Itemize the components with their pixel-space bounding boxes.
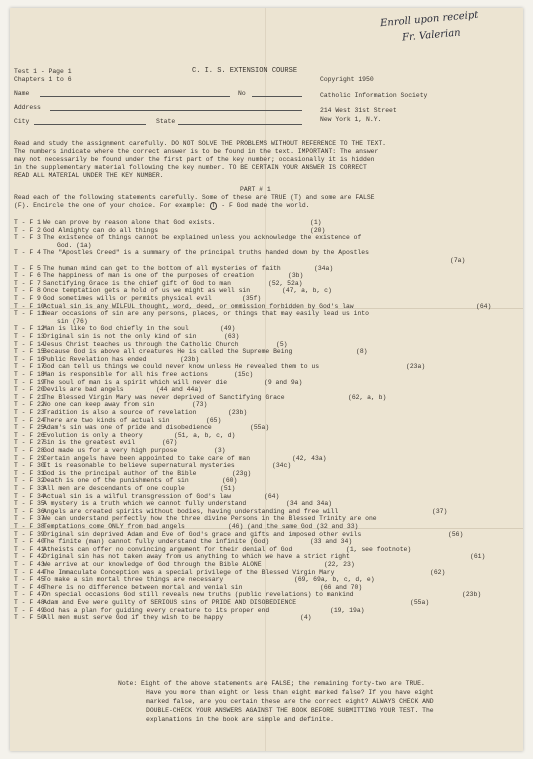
reference-number: (62) — [430, 568, 446, 576]
reference-number: (56) — [448, 530, 464, 538]
question-text: It is reasonable to believe supernatural mysteries — [43, 462, 235, 470]
question-continuation: (7a) — [450, 257, 466, 264]
question-text: The Immaculate Conception was a special privilege of the Blessed Virgin Mary — [43, 568, 335, 576]
question-continuation: sin (76) — [57, 317, 88, 325]
reference-number: (19, 19a) — [330, 606, 365, 614]
true-false-choice[interactable]: T - F 27 — [14, 439, 45, 447]
reference-number: (5) — [276, 340, 288, 348]
reference-number: (44 and 44a) — [156, 386, 203, 394]
reference-number: (63) — [224, 333, 240, 340]
question-text: The Blessed Virgin Mary was never deprived of Sanctifying Grace — [43, 393, 285, 401]
question-text: A mystery is a truth which we cannot fully understand — [43, 500, 247, 508]
note-line: Have you more than eight or less than eight marked false? If you have eight — [146, 689, 434, 696]
reference-number: (62, a, b) — [348, 393, 387, 401]
reference-number: (69, 69a, b, c, d, e) — [294, 576, 375, 584]
question-text: All men must serve God if they wish to be happy — [43, 614, 224, 622]
true-false-choice[interactable]: T - F 8 — [14, 287, 41, 295]
reference-number: (64) — [476, 302, 492, 310]
question-text: Angels are created spirits without bodies, having understanding and free will — [43, 507, 339, 515]
state-label: State — [156, 118, 176, 125]
question-text: On special occasions God still reveals new truths (public revelations) to mankind — [43, 591, 354, 599]
reference-number: (55a) — [250, 424, 270, 432]
question-text: We arrive at our knowledge of God through the Bible ALONE — [43, 561, 262, 568]
question-text: Man is like to God chiefly in the soul — [43, 325, 189, 333]
question-row[interactable] — [10, 386, 523, 394]
instruction-line: may not necessarily be found under the first part of the key number; occasionally it is hidden — [14, 156, 375, 163]
reference-number: (64) — [264, 492, 280, 500]
copyright: Copyright 1950 — [320, 76, 374, 83]
question-row[interactable] — [10, 614, 523, 622]
question-text: Original sin is not the only kind of sin — [43, 333, 197, 340]
question-text: The human mind can get to the bottom of all mysteries of faith — [43, 264, 281, 272]
test-page-label: Test 1 - Page 1 — [14, 68, 72, 75]
question-row[interactable] — [10, 295, 523, 303]
reference-number: (61) — [470, 553, 486, 561]
true-false-choice[interactable]: T - F 20 — [14, 386, 45, 394]
question-row[interactable] — [10, 227, 523, 235]
true-false-choice[interactable]: T - F 30 — [14, 462, 45, 470]
address-field[interactable] — [50, 110, 302, 111]
reference-number: (46) (and the same God (32 and 33) — [228, 523, 359, 530]
question-row[interactable] — [10, 493, 523, 501]
question-row[interactable] — [10, 470, 523, 478]
question-row[interactable] — [10, 584, 523, 592]
number-field[interactable] — [252, 96, 302, 97]
true-false-choice[interactable]: T - F 23 — [14, 409, 45, 416]
question-text: Actual sin is any WILFUL thought, word, deed, or ommission forbidden by God's law — [43, 302, 354, 310]
true-false-choice[interactable]: T - F 34 — [14, 492, 45, 500]
true-false-choice[interactable]: T - F 17 — [14, 363, 45, 371]
reference-number: (67) — [162, 439, 178, 447]
name-label: Name — [14, 90, 30, 97]
question-text: Actual sin is a wilful transgression of God's law — [43, 492, 231, 500]
instruction-line: in the supplementary material following the key number. TO BE CERTAIN YOUR ANSWER IS CORRECT — [14, 164, 367, 171]
question-text: Temptations come ONLY from bad angels — [43, 523, 185, 530]
question-row[interactable] — [10, 348, 523, 356]
handwritten-note-line1: Enroll upon receipt — [379, 9, 479, 30]
true-false-choice[interactable]: T - F 36 — [14, 507, 45, 515]
question-row[interactable] — [10, 607, 523, 615]
reference-number: (1, see footnote) — [346, 545, 412, 553]
question-text: Tradition is also a source of revelation — [43, 409, 197, 416]
question-text: God made us for a very high purpose — [43, 447, 178, 454]
true-false-choice[interactable]: T - F 12 — [14, 325, 45, 333]
instruction-line: The numbers indicate where the correct answer is to be found in the text. IMPORTANT: The answer — [14, 148, 379, 155]
reference-number: (23b) — [462, 591, 482, 599]
true-false-choice[interactable]: T - F 16 — [14, 355, 45, 363]
question-text: Adam and Eve were guilty of SERIOUS sins of PRIDE AND DISOBEDIENCE — [43, 599, 297, 606]
question-text: There are two kinds of actual sin — [43, 416, 170, 424]
true-false-choice[interactable]: T - F 50 — [14, 614, 45, 622]
handwritten-note-line2: Fr. Valerian — [401, 27, 462, 44]
reference-number: (34 and 34a) — [286, 500, 333, 508]
org-name: Catholic Information Society — [320, 92, 428, 99]
true-false-choice[interactable]: T - F 9 — [14, 295, 41, 302]
note-line: explanations in the book are simple and definite. — [146, 716, 334, 723]
question-row[interactable] — [10, 371, 523, 379]
true-false-choice[interactable]: T - F 46 — [14, 583, 45, 591]
question-row[interactable] — [10, 538, 523, 546]
question-text: Sanctifying Grace is the chief gift of God to man — [43, 279, 231, 287]
question-text: Atheists can offer no convincing argument for their denial of God — [43, 545, 293, 553]
reference-number: (52, 52a) — [268, 279, 303, 287]
true-false-choice[interactable]: T - F 40 — [14, 538, 45, 546]
reference-number: (65) — [206, 416, 222, 424]
question-row[interactable] — [10, 265, 523, 273]
reference-number: (20) — [310, 226, 326, 234]
course-title: C. I. S. EXTENSION COURSE — [192, 67, 298, 75]
reference-number: (15c) — [234, 371, 254, 378]
reference-number: (42, 43a) — [292, 454, 327, 462]
true-false-choice[interactable]: T - F 18 — [14, 371, 45, 378]
true-false-choice[interactable]: T - F 38 — [14, 523, 45, 530]
question-text: Because God is above all creatures He is called the Supreme Being — [43, 348, 293, 356]
question-row[interactable] — [10, 599, 523, 607]
question-text: We can understand perfectly how the three divine Persons in the Blessed Trinity are one — [43, 515, 377, 523]
true-false-choice[interactable]: T - F 42 — [14, 553, 45, 561]
question-text: Sin is the greatest evil — [43, 439, 136, 447]
reference-number: (49) — [220, 325, 236, 333]
question-row[interactable] — [10, 424, 523, 432]
question-row[interactable] — [10, 333, 523, 341]
part-example — [14, 202, 310, 210]
reference-number: (23b) — [180, 355, 200, 363]
part-title: PART # 1 — [240, 186, 271, 193]
reference-number: (8) — [356, 348, 368, 356]
question-text: Jesus Christ teaches us through the Catholic Church — [43, 340, 239, 348]
city-label: City — [14, 118, 30, 125]
test-sheet — [10, 8, 523, 751]
reference-number: (37) — [432, 507, 448, 515]
true-false-choice[interactable]: T - F 35 — [14, 500, 45, 508]
question-row[interactable] — [10, 508, 523, 516]
reference-number: (34c) — [272, 462, 292, 470]
question-row[interactable] — [10, 280, 523, 288]
reference-number: (22, 23) — [324, 561, 355, 568]
question-text: Evolution is only a theory — [43, 431, 143, 439]
question-text: God sometimes wills or permits physical evil — [43, 295, 212, 302]
question-row[interactable] — [10, 477, 523, 485]
true-false-choice[interactable]: T - F 15 — [14, 348, 45, 356]
true-false-choice[interactable]: T - F 19 — [14, 378, 45, 386]
question-text: Death is one of the punishments of sin — [43, 477, 189, 485]
no-label: No — [238, 90, 246, 97]
true-false-choice[interactable]: T - F 5 — [14, 264, 41, 272]
question-row[interactable] — [10, 272, 523, 280]
true-false-choice[interactable]: T - F 10 — [14, 302, 45, 310]
true-false-choice[interactable]: T - F 47 — [14, 591, 45, 599]
true-false-choice[interactable]: T - F 11 — [14, 310, 45, 318]
true-false-choice[interactable]: T - F 45 — [14, 576, 45, 584]
question-row[interactable] — [10, 249, 523, 257]
question-row[interactable] — [10, 515, 523, 523]
true-false-choice[interactable]: T - F 31 — [14, 469, 45, 477]
question-row[interactable] — [10, 485, 523, 493]
question-row[interactable] — [10, 523, 523, 531]
org-city: New York 1, N.Y. — [320, 116, 382, 123]
question-text: God can tell us things we could never know unless He revealed them to us — [43, 363, 320, 371]
question-row[interactable] — [10, 576, 523, 584]
true-false-choice[interactable]: T - F 26 — [14, 431, 45, 439]
question-text: The finite (man) cannot fully understand the infinite (God) — [43, 538, 270, 546]
true-false-choice[interactable]: T - F 1 — [14, 219, 41, 226]
instruction-line: Read and study the assignment carefully. DO NOT SOLVE THE PROBLEMS WITHOUT REFERENCE TO THE TEXT. — [14, 140, 386, 147]
true-false-choice[interactable]: T - F 13 — [14, 333, 45, 340]
true-false-choice[interactable]: T - F 21 — [14, 393, 45, 401]
question-row[interactable] — [10, 379, 523, 387]
question-continuation: God. (1a) — [57, 241, 92, 249]
true-false-choice[interactable]: T - F 6 — [14, 272, 41, 280]
true-false-choice[interactable]: T - F 2 — [14, 226, 41, 234]
question-row[interactable] — [10, 447, 523, 455]
question-text: Original sin deprived Adam and Eve of God's grace and gifts and imposed other evils — [43, 530, 362, 538]
question-row[interactable] — [10, 417, 523, 425]
question-row[interactable] — [10, 455, 523, 463]
question-text: The "Apostles Creed" is a summary of the principal truths handed down by the Apostles — [43, 249, 369, 257]
true-false-choice[interactable]: T - F 4 — [14, 249, 41, 257]
reference-number: (9 and 9a) — [264, 378, 303, 386]
question-row[interactable] — [10, 462, 523, 470]
question-row[interactable] — [10, 356, 523, 364]
true-false-choice[interactable]: T - F 49 — [14, 606, 45, 614]
question-row[interactable] — [10, 219, 523, 227]
reference-number: (3) — [214, 447, 226, 454]
question-row[interactable] — [10, 325, 523, 333]
question-text: There is no difference between mortal and venial sin — [43, 583, 243, 591]
org-street: 214 West 31st Street — [320, 107, 397, 114]
note-line: Note: Eight of the above statements are FALSE; the remaining forty-two are TRUE. — [118, 680, 425, 687]
question-row[interactable] — [10, 439, 523, 447]
question-row[interactable] — [10, 591, 523, 599]
question-row[interactable] — [10, 234, 523, 242]
true-false-choice[interactable]: T - F 44 — [14, 568, 45, 576]
question-text: We can prove by reason alone that God exists. — [43, 219, 216, 226]
reference-number: (23g) — [232, 469, 252, 477]
question-row[interactable] — [10, 432, 523, 440]
question-text: God is the principal author of the Bible — [43, 469, 197, 477]
true-false-choice[interactable]: T - F 37 — [14, 515, 45, 523]
reference-number: (55a) — [410, 599, 430, 606]
question-text: The existence of things cannot be explained unless you acknowledge the existence of — [43, 234, 362, 242]
question-text: Near occasions of sin are any persons, places, or things that may easily lead us into — [43, 310, 369, 318]
reference-number: (23b) — [228, 409, 248, 416]
reference-number: (23a) — [406, 363, 426, 371]
question-row[interactable] — [10, 310, 523, 318]
reference-number: (60) — [222, 477, 238, 485]
city-field[interactable] — [34, 124, 146, 125]
question-row[interactable] — [10, 394, 523, 402]
true-false-choice[interactable]: T - F 25 — [14, 424, 45, 432]
question-text: Certain angels have been appointed to take care of man — [43, 454, 251, 462]
question-text: Once temptation gets a hold of us we might as well sin — [43, 287, 251, 295]
question-row[interactable] — [10, 561, 523, 569]
true-false-choice[interactable]: T - F 29 — [14, 454, 45, 462]
reference-number: (34a) — [314, 264, 334, 272]
question-text: Original sin has not taken away from us anything to which we have a strict right — [43, 553, 350, 561]
name-field[interactable] — [40, 96, 230, 97]
question-row[interactable] — [10, 546, 523, 554]
reference-number: (51, a, b, c, d) — [174, 431, 236, 439]
true-false-choice[interactable]: T - F 22 — [14, 401, 45, 409]
question-row[interactable] — [10, 363, 523, 371]
question-text: The happiness of man is one of the purposes of creation — [43, 272, 254, 280]
true-false-choice[interactable]: T - F 33 — [14, 485, 45, 492]
reference-number: (3b) — [288, 272, 304, 280]
example-circled-answer: T — [211, 202, 216, 209]
reference-number: (66 and 70) — [320, 583, 363, 591]
question-row[interactable] — [10, 569, 523, 577]
reference-number: (4) — [300, 614, 312, 622]
reference-number: (73) — [192, 401, 208, 409]
question-text: The soul of man is a spirit which will never die — [43, 378, 228, 386]
example-text-end: - F God made the world. — [221, 202, 310, 209]
reference-number: (33 and 34) — [310, 538, 353, 546]
part-instruction: Read each of the following statements carefully. Some of these are TRUE (T) and some are FALSE — [14, 194, 375, 201]
true-false-choice[interactable]: T - F 39 — [14, 530, 45, 538]
question-text: No one can keep away from sin — [43, 401, 155, 409]
true-false-choice[interactable]: T - F 14 — [14, 340, 45, 348]
true-false-choice[interactable]: T - F 48 — [14, 599, 45, 606]
question-text: To make a sin mortal three things are necessary — [43, 576, 224, 584]
reference-number: (47, a, b, c) — [282, 287, 332, 295]
question-text: Devils are bad angels — [43, 386, 124, 394]
true-false-choice[interactable]: T - F 41 — [14, 545, 45, 553]
true-false-choice[interactable]: T - F 28 — [14, 447, 45, 454]
question-text: God has a plan for guiding every creature to its proper end — [43, 606, 270, 614]
instruction-line: READ ALL MATERIAL UNDER THE KEY NUMBER. — [14, 172, 164, 179]
true-false-choice[interactable]: T - F 3 — [14, 234, 41, 242]
address-label: Address — [14, 104, 41, 111]
true-false-choice[interactable]: T - F 24 — [14, 416, 45, 424]
question-text: Adam's sin was one of pride and disobedience — [43, 424, 212, 432]
question-row[interactable] — [10, 401, 523, 409]
reference-number: (1) — [310, 219, 322, 226]
question-row[interactable] — [10, 287, 523, 295]
reference-number: (51) — [220, 485, 236, 492]
true-false-choice[interactable]: T - F 7 — [14, 279, 41, 287]
example-text: (F). Encircle the one of your choice. For example: — [14, 202, 206, 209]
question-row[interactable] — [10, 341, 523, 349]
true-false-choice[interactable]: T - F 43 — [14, 561, 45, 568]
question-row[interactable] — [10, 531, 523, 539]
note-line: marked false, are you certain these are the correct eight? ALWAYS CHECK AND — [146, 698, 434, 705]
chapters-label: Chapters 1 to 6 — [14, 76, 72, 83]
question-text: God Almighty can do all things — [43, 226, 159, 234]
question-row[interactable] — [10, 553, 523, 561]
question-row[interactable] — [10, 500, 523, 508]
question-text: Public Revelation has ended — [43, 355, 147, 363]
reference-number: (35f) — [242, 295, 262, 302]
question-row[interactable] — [10, 303, 523, 311]
note-line: DOUBLE-CHECK YOUR ANSWERS AGAINST THE BOOK BEFORE SUBMITTING YOUR TEST. The — [146, 707, 434, 714]
true-false-choice[interactable]: T - F 32 — [14, 477, 45, 485]
question-row[interactable] — [10, 409, 523, 417]
state-field[interactable] — [178, 124, 302, 125]
question-text: All men are descendants of one couple — [43, 485, 185, 492]
question-text: Man is responsible for all his free actions — [43, 371, 208, 378]
